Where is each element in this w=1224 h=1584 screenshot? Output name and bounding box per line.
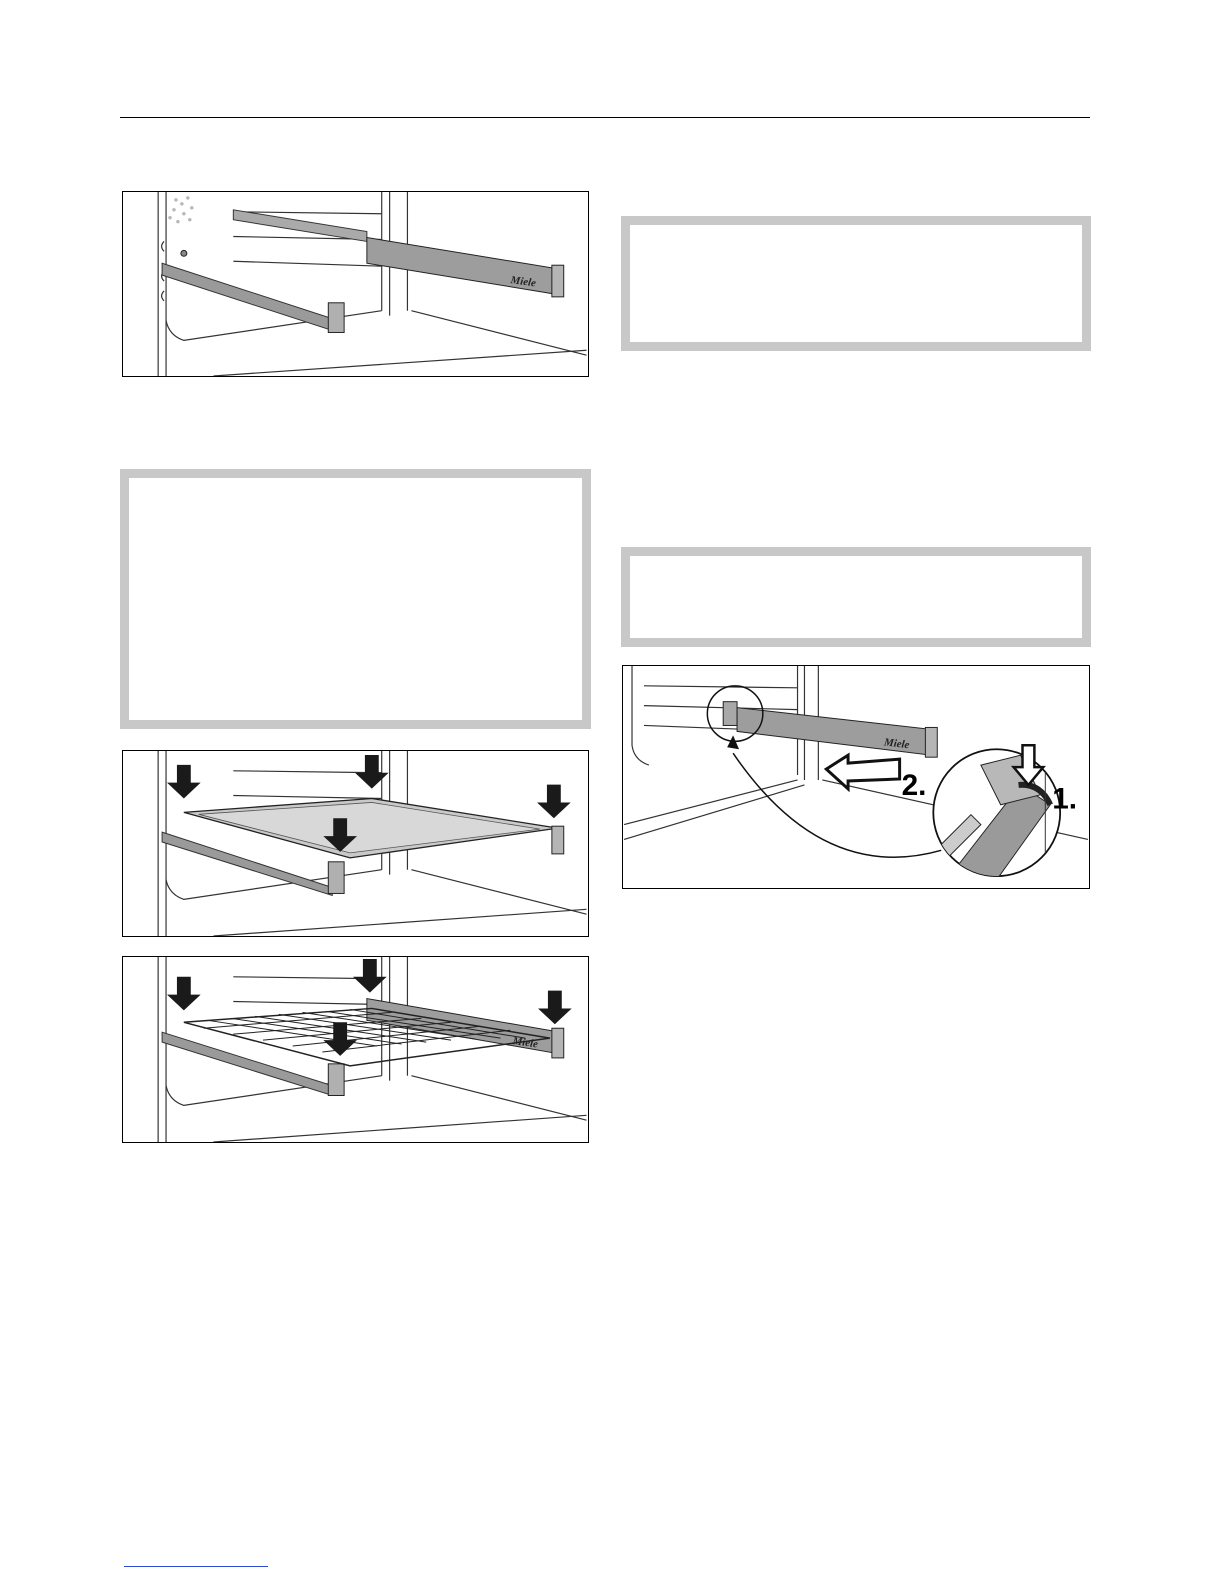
zoom-detail [931, 735, 1060, 888]
footer-link-underline[interactable] [124, 1566, 268, 1567]
baking-tray [184, 798, 558, 857]
fan-grille [169, 196, 194, 223]
connector-arrowhead-icon [727, 735, 739, 749]
tray-on-runners-illustration [123, 751, 588, 936]
brand-label: Miele [509, 274, 537, 290]
header-rule [120, 117, 1090, 118]
brand-label: Miele [511, 1035, 539, 1051]
brand-label: Miele [883, 736, 911, 752]
down-arrow-icon [537, 785, 571, 819]
left-runner [162, 250, 344, 332]
note-box-1 [621, 216, 1091, 351]
down-arrow-icon [167, 977, 201, 1011]
right-runner [233, 210, 563, 297]
figure-tray-on-runners [122, 750, 589, 937]
down-arrow-icon [538, 991, 572, 1025]
runners-fitted-illustration [123, 192, 588, 376]
note-box-2 [120, 469, 591, 729]
figure-rack-on-runners [122, 956, 589, 1143]
remove-runner-illustration [623, 666, 1089, 888]
step-2-label: 2. [901, 768, 927, 802]
down-arrow-icon [167, 765, 201, 799]
rack-on-runners-illustration [123, 957, 588, 1142]
down-arrow-icon [355, 755, 389, 789]
step-1-label: 1. [1052, 782, 1078, 816]
note-box-3 [621, 547, 1091, 647]
figure-runners-fitted [122, 191, 589, 377]
figure-remove-runner [622, 665, 1090, 889]
runner [723, 702, 937, 758]
